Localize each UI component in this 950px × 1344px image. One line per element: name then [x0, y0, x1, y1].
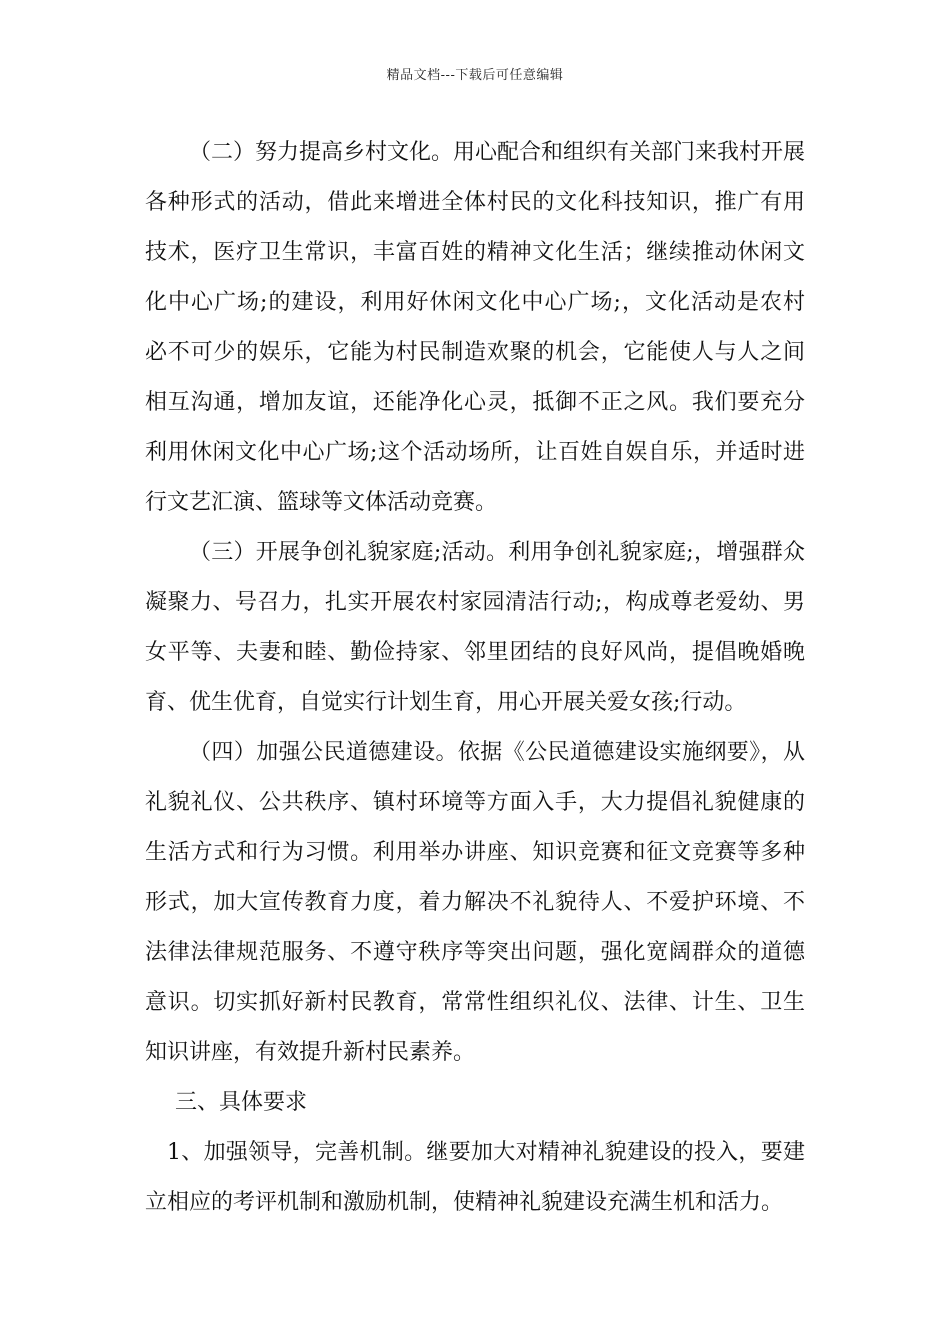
document-body	[145, 128, 805, 1228]
text-line: （三）开展争创礼貌家庭;活动。利用争创礼貌家庭;，增强群众	[189, 540, 805, 565]
text-line: 必不可少的娱乐，它能为村民制造欢聚的机会，它能使人与人之间	[145, 340, 805, 365]
paragraph-family	[145, 528, 805, 728]
section-title: 三、具体要求	[175, 1090, 308, 1115]
text-line: 意识。切实抓好新村民教育，常常性组织礼仪、法律、计生、卫生	[145, 990, 805, 1015]
paragraph-morality	[145, 728, 805, 1078]
text-line: 凝聚力、号召力，扎实开展农村家园清洁行动;，构成尊老爱幼、男	[145, 590, 805, 615]
text-line: 女平等、夫妻和睦、勤俭持家、邻里团结的良好风尚，提倡晚婚晚	[145, 640, 805, 665]
text-line: 技术，医疗卫生常识，丰富百姓的精神文化生活；继续推动休闲文	[145, 240, 805, 265]
text-line: 利用休闲文化中心广场;这个活动场所，让百姓自娱自乐，并适时进	[145, 440, 805, 465]
text-line: 育、优生优育，自觉实行计划生育，用心开展关爱女孩;行动。	[145, 690, 747, 715]
text-line: 生活方式和行为习惯。利用举办讲座、知识竞赛和征文竞赛等多种	[145, 840, 805, 865]
text-line: 形式，加大宣传教育力度，着力解决不礼貌待人、不爱护环境、不	[145, 890, 805, 915]
section-heading	[145, 1078, 805, 1128]
paragraph-leadership	[145, 1128, 805, 1228]
text-line: （四）加强公民道德建设。依据《公民道德建设实施纲要》，从	[189, 740, 805, 765]
text-line: 各种形式的活动，借此来增进全体村民的文化科技知识，推广有用	[145, 190, 805, 215]
text-line: 立相应的考评机制和激励机制，使精神礼貌建设充满生机和活力。	[145, 1190, 784, 1215]
text-line: 法律法律规范服务、不遵守秩序等突出问题，强化宽阔群众的道德	[145, 940, 805, 965]
text-line: 行文艺汇演、篮球等文体活动竞赛。	[145, 490, 498, 515]
text-line: 1、加强领导，完善机制。继要加大对精神礼貌建设的投入，要建	[167, 1140, 805, 1165]
text-line: 相互沟通，增加友谊，还能净化心灵，抵御不正之风。我们要充分	[145, 390, 805, 415]
text-line: 礼貌礼仪、公共秩序、镇村环境等方面入手，大力提倡礼貌健康的	[145, 790, 805, 815]
text-line: （二）努力提高乡村文化。用心配合和组织有关部门来我村开展	[189, 140, 805, 165]
text-line: 知识讲座，有效提升新村民素养。	[145, 1040, 476, 1065]
page-header: 精品文档---下载后可任意编辑	[386, 68, 564, 83]
text-line: 化中心广场;的建设，利用好休闲文化中心广场;，文化活动是农村	[145, 290, 805, 315]
paragraph-culture	[145, 128, 805, 528]
